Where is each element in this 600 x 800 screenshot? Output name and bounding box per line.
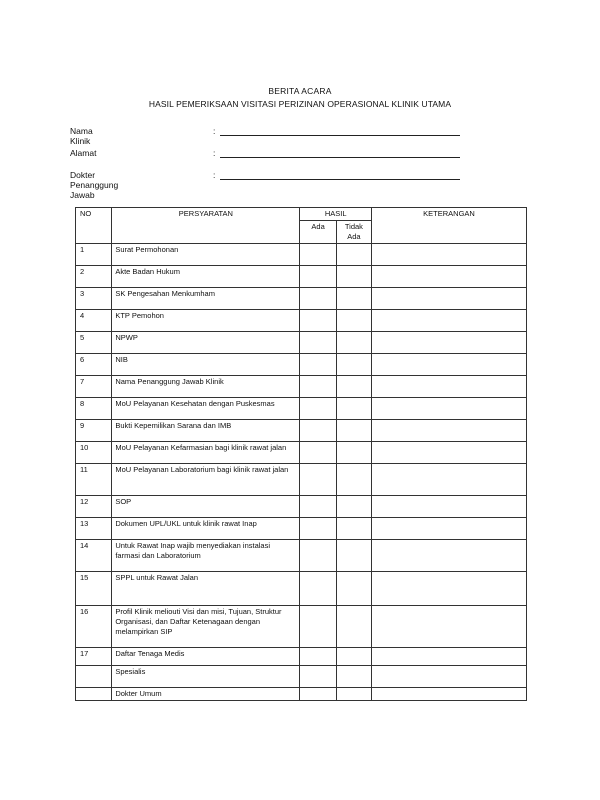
row-keterangan-cell <box>372 464 527 496</box>
row-ada-cell <box>300 540 336 572</box>
row-keterangan-cell <box>372 354 527 376</box>
row-keterangan-cell <box>372 288 527 310</box>
row-requirement: Daftar Tenaga Medis <box>112 648 300 666</box>
header-hasil: HASIL <box>300 208 372 221</box>
field-label: Alamat <box>70 148 97 158</box>
row-number: 8 <box>76 398 112 420</box>
row-tidak-ada-cell <box>336 288 371 310</box>
row-number: 2 <box>76 266 112 288</box>
row-ada-cell <box>300 572 336 606</box>
row-ada-cell <box>300 688 336 701</box>
row-ada-cell <box>300 376 336 398</box>
row-ada-cell <box>300 666 336 688</box>
row-keterangan-cell <box>372 540 527 572</box>
row-keterangan-cell <box>372 666 527 688</box>
row-tidak-ada-cell <box>336 540 371 572</box>
row-ada-cell <box>300 354 336 376</box>
row-ada-cell <box>300 288 336 310</box>
table-row <box>76 288 527 310</box>
table-row <box>76 572 527 606</box>
row-requirement: Surat Permohonan <box>112 244 300 266</box>
row-number: 10 <box>76 442 112 464</box>
table-row <box>76 398 527 420</box>
row-requirement: Profil Klinik meliouti Visi dan misi, Tujuan, Struktur Organisasi, dan Daftar Ketenagaan dengan melampirkan SIP <box>112 606 300 648</box>
row-ada-cell <box>300 442 336 464</box>
table-row <box>76 464 527 496</box>
row-requirement: SOP <box>112 496 300 518</box>
row-number: 1 <box>76 244 112 266</box>
row-tidak-ada-cell <box>336 244 371 266</box>
row-number: 4 <box>76 310 112 332</box>
table-row <box>76 310 527 332</box>
table-row <box>76 518 527 540</box>
row-tidak-ada-cell <box>336 648 371 666</box>
row-requirement: KTP Pemohon <box>112 310 300 332</box>
title-line-2: HASIL PEMERIKSAAN VISITASI PERIZINAN OPERASIONAL KLINIK UTAMA <box>148 99 452 109</box>
row-ada-cell <box>300 606 336 648</box>
row-requirement: MoU Pelayanan Kefarmasian bagi klinik rawat jalan <box>112 442 300 464</box>
row-number: 3 <box>76 288 112 310</box>
row-ada-cell <box>300 310 336 332</box>
row-tidak-ada-cell <box>336 464 371 496</box>
row-tidak-ada-cell <box>336 310 371 332</box>
header-keterangan: KETERANGAN <box>372 208 527 244</box>
table-row <box>76 420 527 442</box>
row-number: 17 <box>76 648 112 666</box>
header-ada: Ada <box>300 221 336 244</box>
header-no: NO <box>76 208 112 244</box>
row-ada-cell <box>300 464 336 496</box>
table-row <box>76 376 527 398</box>
row-tidak-ada-cell <box>336 666 371 688</box>
row-number: 16 <box>76 606 112 648</box>
table-row <box>76 332 527 354</box>
row-number: 6 <box>76 354 112 376</box>
row-keterangan-cell <box>372 496 527 518</box>
title-line-1: BERITA ACARA <box>268 86 332 96</box>
row-keterangan-cell <box>372 518 527 540</box>
row-tidak-ada-cell <box>336 354 371 376</box>
row-requirement: Nama Penanggung Jawab Klinik <box>112 376 300 398</box>
row-keterangan-cell <box>372 688 527 701</box>
row-ada-cell <box>300 420 336 442</box>
row-tidak-ada-cell <box>336 376 371 398</box>
row-requirement: Spesialis <box>112 666 300 688</box>
row-keterangan-cell <box>372 442 527 464</box>
row-tidak-ada-cell <box>336 332 371 354</box>
row-requirement: Dokumen UPL/UKL untuk klinik rawat Inap <box>112 518 300 540</box>
row-keterangan-cell <box>372 244 527 266</box>
row-number: 11 <box>76 464 112 496</box>
row-tidak-ada-cell <box>336 496 371 518</box>
row-number: 7 <box>76 376 112 398</box>
row-requirement: SPPL untuk Rawat Jalan <box>112 572 300 606</box>
row-tidak-ada-cell <box>336 606 371 648</box>
table-row <box>76 244 527 266</box>
table-row <box>76 266 527 288</box>
row-requirement: SK Pengesahan Menkumham <box>112 288 300 310</box>
row-requirement: NPWP <box>112 332 300 354</box>
field-colon: : <box>213 126 216 136</box>
table-row <box>76 666 527 688</box>
field-label: Dokter Penanggung Jawab <box>70 170 119 200</box>
field-label: Nama Klinik <box>70 126 93 146</box>
row-ada-cell <box>300 266 336 288</box>
row-number <box>76 666 112 688</box>
row-tidak-ada-cell <box>336 688 371 701</box>
field-colon: : <box>213 148 216 158</box>
table-row <box>76 354 527 376</box>
row-ada-cell <box>300 648 336 666</box>
row-tidak-ada-cell <box>336 518 371 540</box>
field-colon: : <box>213 170 216 180</box>
row-requirement: NIB <box>112 354 300 376</box>
row-keterangan-cell <box>372 266 527 288</box>
row-ada-cell <box>300 496 336 518</box>
row-tidak-ada-cell <box>336 266 371 288</box>
row-keterangan-cell <box>372 606 527 648</box>
row-keterangan-cell <box>372 332 527 354</box>
row-number <box>76 688 112 701</box>
row-ada-cell <box>300 332 336 354</box>
row-number: 13 <box>76 518 112 540</box>
table-row <box>76 606 527 648</box>
row-keterangan-cell <box>372 310 527 332</box>
table-row <box>76 442 527 464</box>
row-keterangan-cell <box>372 648 527 666</box>
row-number: 5 <box>76 332 112 354</box>
header-tidak-ada: Tidak Ada <box>336 221 371 244</box>
table-row <box>76 688 527 701</box>
table-row <box>76 648 527 666</box>
row-ada-cell <box>300 518 336 540</box>
row-ada-cell <box>300 398 336 420</box>
row-number: 9 <box>76 420 112 442</box>
row-keterangan-cell <box>372 376 527 398</box>
blank-line <box>220 157 460 158</box>
row-number: 14 <box>76 540 112 572</box>
header-persyaratan: PERSYARATAN <box>112 208 300 244</box>
row-requirement: Dokter Umum <box>112 688 300 701</box>
blank-line <box>220 135 460 136</box>
row-keterangan-cell <box>372 572 527 606</box>
blank-line <box>220 179 460 180</box>
row-number: 12 <box>76 496 112 518</box>
table-row <box>76 496 527 518</box>
table-row <box>76 540 527 572</box>
row-requirement: MoU Pelayanan Kesehatan dengan Puskesmas <box>112 398 300 420</box>
row-requirement: Bukti Kepemilikan Sarana dan IMB <box>112 420 300 442</box>
row-tidak-ada-cell <box>336 442 371 464</box>
row-requirement: Akte Badan Hukum <box>112 266 300 288</box>
row-number: 15 <box>76 572 112 606</box>
row-requirement: MoU Pelayanan Laboratorium bagi klinik rawat jalan <box>112 464 300 496</box>
row-keterangan-cell <box>372 398 527 420</box>
row-tidak-ada-cell <box>336 398 371 420</box>
row-requirement: Untuk Rawat Inap wajib menyediakan instalasi farmasi dan Laboratorium <box>112 540 300 572</box>
document-title <box>0 85 600 110</box>
row-tidak-ada-cell <box>336 572 371 606</box>
row-keterangan-cell <box>372 420 527 442</box>
row-tidak-ada-cell <box>336 420 371 442</box>
requirements-table <box>75 207 527 701</box>
row-ada-cell <box>300 244 336 266</box>
